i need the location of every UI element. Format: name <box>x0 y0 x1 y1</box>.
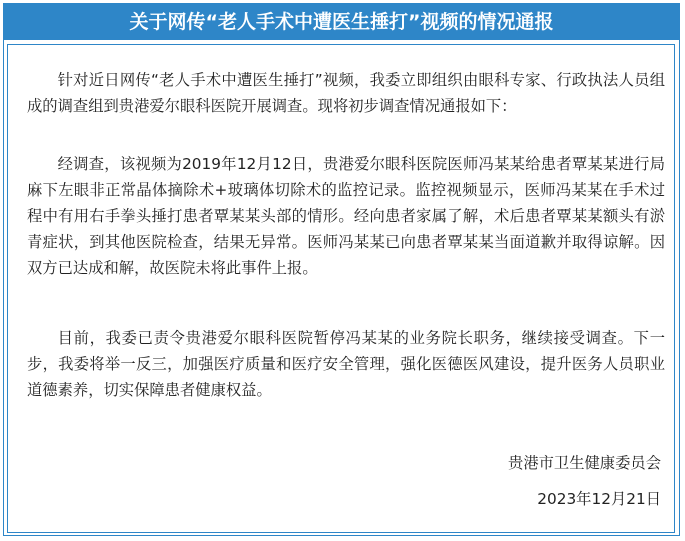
paragraph-intro: 针对近日网传“老人手术中遭医生捶打”视频，我委立即组织由眼科专家、行政执法人员组成的调查组到贵港爱尔眼科医院开展调查。现将初步调查情况通报如下： <box>27 71 665 115</box>
paragraph-next-steps: 目前，我委已责令贵港爱尔眼科医院暂停冯某某的业务院长职务，继续接受调查。下一步，我委将举一反三，加强医疗质量和医疗安全管理，强化医德医风建设，提升医务人员职业道德素养，切实保障患者健康权益。 <box>27 329 665 399</box>
notice-body <box>7 44 675 533</box>
notice-title: 关于网传“老人手术中遭医生捶打”视频的情况通报 <box>4 4 679 40</box>
signature-date: 2023年12月21日 <box>537 490 661 508</box>
signature-organization: 贵港市卫生健康委员会 <box>508 454 661 472</box>
paragraph-investigation: 经调查，该视频为2019年12月12日，贵港爱尔眼科医院医师冯某某给患者覃某某进行局麻下左眼非正常晶体摘除术+玻璃体切除术的监控记录。监控视频显示，医师冯某某在手术过程中有用右手拳头捶打患者覃某某头部的情形。经向患者家属了解，术后患者覃某某额头有淤青症状，到其他医院检查，结果无异常。医师冯某某已向患者覃某某当面道歉并取得谅解。因双方已达成和解，故医院未将此事件上报。 <box>27 155 665 277</box>
notice-frame <box>3 3 680 536</box>
